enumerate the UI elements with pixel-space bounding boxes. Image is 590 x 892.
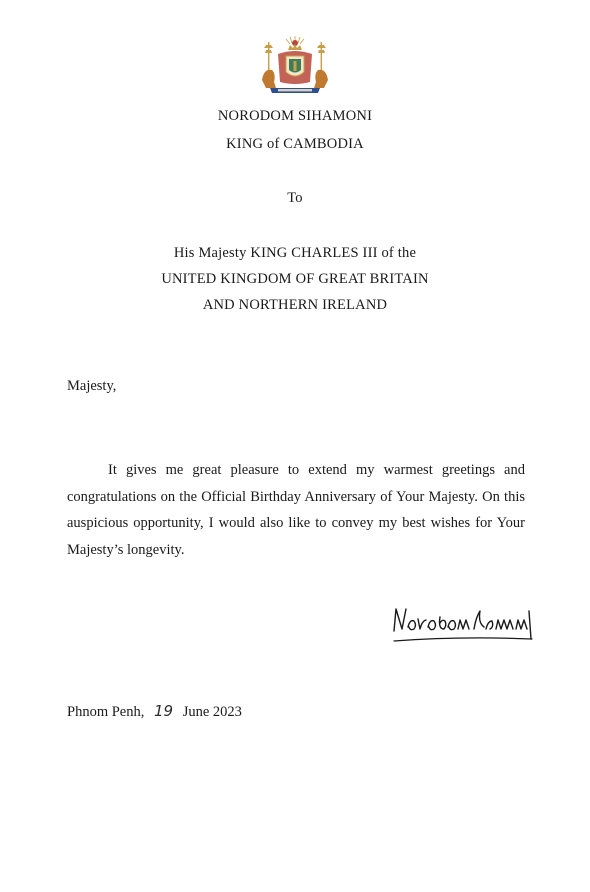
closing-place: Phnom Penh, bbox=[67, 704, 145, 720]
addressee-to: To bbox=[287, 190, 303, 206]
letter-body: It gives me great pleasure to extend my warmest greetings and congratulations on the Official Birthday Anniversary of Your Majesty. On this auspicious opportunity, I would also like to convey my best wishes for Your Majesty’s longevity. bbox=[67, 462, 525, 558]
closing-line bbox=[67, 702, 242, 721]
handwritten-signature-icon bbox=[390, 603, 536, 645]
sender-title: KING of CAMBODIA bbox=[226, 136, 364, 152]
closing-month-year: June 2023 bbox=[182, 704, 242, 720]
salutation: Majesty, bbox=[67, 378, 117, 394]
closing-day: 19 bbox=[153, 702, 174, 720]
addressee-line-2: UNITED KINGDOM OF GREAT BRITAIN bbox=[161, 271, 429, 287]
sender-name: NORODOM SIHAMONI bbox=[217, 108, 373, 124]
addressee-line-1: His Majesty KING CHARLES III of the bbox=[173, 245, 417, 261]
royal-coat-of-arms-icon bbox=[256, 34, 334, 96]
addressee-line-3: AND NORTHERN IRELAND bbox=[202, 297, 388, 313]
